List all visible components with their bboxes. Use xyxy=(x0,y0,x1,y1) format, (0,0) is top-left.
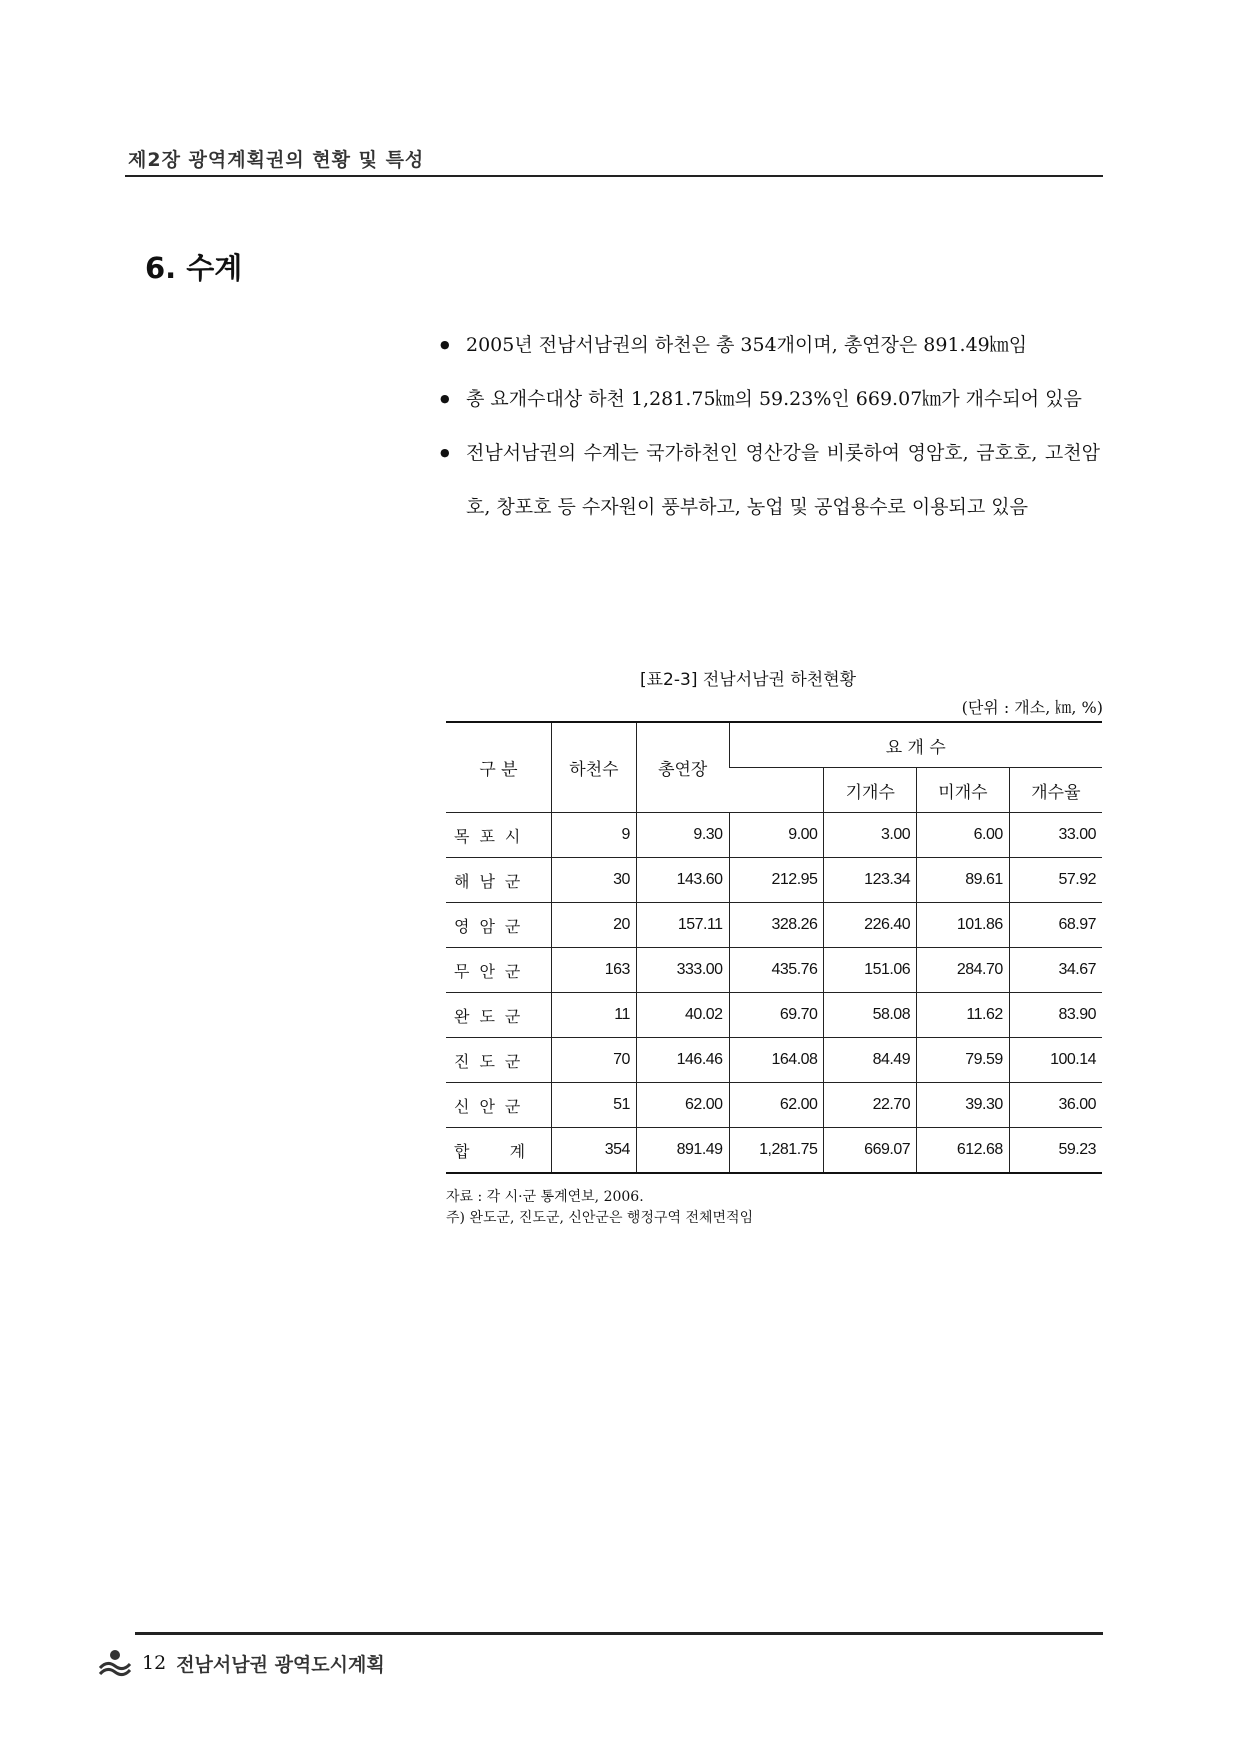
cell-rate: 68.97 xyxy=(1009,903,1102,948)
cell-rate: 34.67 xyxy=(1009,948,1102,993)
cell-rate: 36.00 xyxy=(1009,1083,1102,1128)
cell-length: 40.02 xyxy=(636,993,729,1038)
table-total-row xyxy=(446,1128,1102,1174)
cell-undone: 101.86 xyxy=(917,903,1010,948)
row-name: 영암군 xyxy=(446,903,551,948)
cell-rate: 100.14 xyxy=(1009,1038,1102,1083)
cell-done: 226.40 xyxy=(824,903,917,948)
cell-rate: 83.90 xyxy=(1009,993,1102,1038)
cell-undone: 284.70 xyxy=(917,948,1010,993)
header-improvement-group: 요 개 수 xyxy=(729,722,1102,768)
cell-need: 435.76 xyxy=(729,948,824,993)
cell-length: 146.46 xyxy=(636,1038,729,1083)
row-name: 진도군 xyxy=(446,1038,551,1083)
header-blank xyxy=(729,768,824,813)
header-gubun: 구 분 xyxy=(446,722,551,813)
table-row xyxy=(446,813,1102,858)
cell-undone: 79.59 xyxy=(917,1038,1010,1083)
table-row xyxy=(446,948,1102,993)
cell-length: 143.60 xyxy=(636,858,729,903)
table-row xyxy=(446,858,1102,903)
row-name: 목포시 xyxy=(446,813,551,858)
header-improved: 기개수 xyxy=(824,768,917,813)
header-total-length: 총연장 xyxy=(636,722,729,813)
cell-need: 212.95 xyxy=(729,858,824,903)
bullet-item: ● 2005년 전남서남권의 하천은 총 354개이며, 총연장은 891.49㎞임 xyxy=(440,318,1100,372)
cell-need: 69.70 xyxy=(729,993,824,1038)
cell-need: 328.26 xyxy=(729,903,824,948)
row-name: 합 계 xyxy=(446,1128,551,1174)
page-number: 12 xyxy=(142,1652,167,1674)
header-improvement-rate: 개수율 xyxy=(1009,768,1102,813)
running-head: 제2장 광역계획권의 현황 및 특성 xyxy=(128,149,425,171)
table-unit: (단위 : 개소, ㎞, %) xyxy=(961,698,1103,717)
header-unimproved: 미개수 xyxy=(917,768,1010,813)
cell-count: 51 xyxy=(551,1083,636,1128)
bullet-list xyxy=(440,318,1100,534)
row-name: 해남군 xyxy=(446,858,551,903)
footnote: 주) 완도군, 진도군, 신안군은 행정구역 전체면적임 xyxy=(446,1210,754,1226)
cell-done: 84.49 xyxy=(824,1038,917,1083)
logo-icon xyxy=(98,1648,132,1678)
cell-undone: 11.62 xyxy=(917,993,1010,1038)
cell-need: 62.00 xyxy=(729,1083,824,1128)
cell-need: 164.08 xyxy=(729,1038,824,1083)
section-title: 6. 수계 xyxy=(145,251,243,285)
cell-length: 333.00 xyxy=(636,948,729,993)
cell-rate: 33.00 xyxy=(1009,813,1102,858)
cell-done: 58.08 xyxy=(824,993,917,1038)
header-river-count: 하천수 xyxy=(551,722,636,813)
cell-count: 163 xyxy=(551,948,636,993)
river-status-table xyxy=(446,721,1102,1174)
row-name: 무안군 xyxy=(446,948,551,993)
cell-done: 151.06 xyxy=(824,948,917,993)
cell-done: 22.70 xyxy=(824,1083,917,1128)
table-caption: [표2-3] 전남서남권 하천현황 xyxy=(640,670,857,690)
table-row xyxy=(446,993,1102,1038)
cell-undone: 6.00 xyxy=(917,813,1010,858)
cell-length: 157.11 xyxy=(636,903,729,948)
footer-rule xyxy=(135,1632,1103,1635)
cell-count: 30 xyxy=(551,858,636,903)
cell-done: 3.00 xyxy=(824,813,917,858)
cell-need: 1,281.75 xyxy=(729,1128,824,1174)
cell-undone: 39.30 xyxy=(917,1083,1010,1128)
cell-done: 669.07 xyxy=(824,1128,917,1174)
cell-length: 891.49 xyxy=(636,1128,729,1174)
cell-rate: 57.92 xyxy=(1009,858,1102,903)
bullet-item: ● 총 요개수대상 하천 1,281.75㎞의 59.23%인 669.07㎞가 개수되어 있음 xyxy=(440,372,1100,426)
cell-rate: 59.23 xyxy=(1009,1128,1102,1174)
table-notes xyxy=(446,1187,753,1229)
header-rule xyxy=(125,175,1103,177)
cell-length: 62.00 xyxy=(636,1083,729,1128)
cell-count: 11 xyxy=(551,993,636,1038)
source-note: 자료 : 각 시·군 통계연보, 2006. xyxy=(446,1189,644,1205)
cell-undone: 612.68 xyxy=(917,1128,1010,1174)
table-row xyxy=(446,903,1102,948)
cell-undone: 89.61 xyxy=(917,858,1010,903)
bullet-item: ● 전남서남권의 수계는 국가하천인 영산강을 비롯하여 영암호, 금호호, 고천암호, 창포호 등 수자원이 풍부하고, 농업 및 공업용수로 이용되고 있음 xyxy=(440,426,1100,534)
cell-count: 9 xyxy=(551,813,636,858)
row-name: 완도군 xyxy=(446,993,551,1038)
cell-count: 70 xyxy=(551,1038,636,1083)
cell-length: 9.30 xyxy=(636,813,729,858)
table-row xyxy=(446,1083,1102,1128)
footer-title: 전남서남권 광역도시계획 xyxy=(176,1653,385,1676)
cell-count: 20 xyxy=(551,903,636,948)
page-footer xyxy=(98,1648,385,1678)
cell-need: 9.00 xyxy=(729,813,824,858)
row-name: 신안군 xyxy=(446,1083,551,1128)
cell-done: 123.34 xyxy=(824,858,917,903)
table-row xyxy=(446,1038,1102,1083)
cell-count: 354 xyxy=(551,1128,636,1174)
